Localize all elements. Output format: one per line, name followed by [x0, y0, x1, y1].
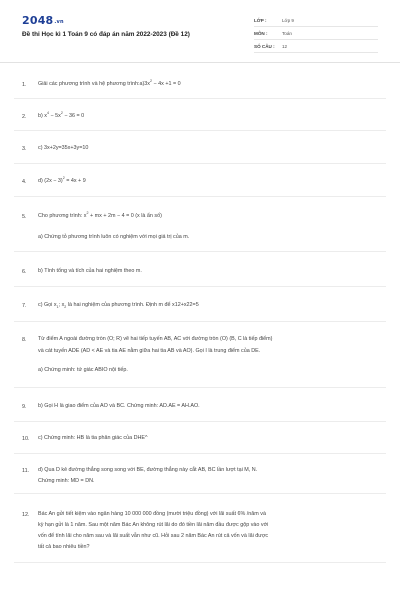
- exponent: 4: [47, 111, 49, 116]
- text-part: = 4x + 9: [64, 178, 86, 184]
- question-text: [38, 177, 378, 186]
- question-text: Chứng minh: MD = DN.: [38, 478, 95, 484]
- divider: [14, 251, 386, 252]
- question-text: [38, 301, 378, 310]
- header: [0, 0, 400, 63]
- question-number: 10.: [22, 436, 30, 442]
- question-number: 3.: [22, 146, 27, 152]
- question-number: 5.: [22, 214, 27, 220]
- question-text: kỳ hạn gửi là 1 năm. Sau một năm Bác An không rút lãi do đó tiền lãi năm đầu được gộp vào với: [38, 522, 269, 528]
- text-part: b) x: [38, 113, 47, 119]
- question-number: 11.: [22, 468, 30, 474]
- question-text: và cát tuyến ADE (AD < AE và tia AE nằm giữa hai tia AB và AO). Gọi I là trung điểm của DE.: [38, 348, 261, 354]
- meta-key: SỐ CÂU :: [254, 43, 275, 49]
- text-part: Cho phương trình: x: [38, 213, 87, 219]
- question-number: 7.: [22, 303, 27, 309]
- exponent: 2: [62, 176, 65, 181]
- meta-row-class: [254, 14, 378, 27]
- logo-tld: .vn: [54, 19, 64, 25]
- text-part: − 36 = 0: [62, 113, 85, 119]
- divider: [14, 562, 386, 563]
- question-text: Từ điểm A ngoài đường tròn (O; R) vẽ hai tiếp tuyến AB, AC với đường tròn (O) (B, C là tiếp điểm): [38, 336, 273, 342]
- question-subtext: a) Chứng minh: tứ giác ABIO nội tiếp.: [38, 367, 128, 373]
- text-part: Giải các phương trình và hệ phương trình:a)3x: [38, 81, 150, 87]
- question-number: 2.: [22, 114, 27, 120]
- question-text: b) Gọi H là giao điểm của AO và BC. Chứng minh: AD.AE = AH.AO.: [38, 403, 200, 409]
- question-number: 8.: [22, 337, 27, 343]
- question-number: 1.: [22, 82, 27, 88]
- divider: [14, 286, 386, 287]
- question-number: 4.: [22, 179, 27, 185]
- exam-meta: [254, 14, 378, 53]
- question-text: b) Tính tổng và tích của hai nghiệm theo m.: [38, 268, 142, 274]
- divider: [14, 387, 386, 388]
- text-part: d) (2x − 3): [38, 178, 63, 184]
- question-text: c) 3x+2y=35x+3y=10: [38, 145, 89, 151]
- meta-value: Toán: [282, 30, 292, 36]
- exponent: 2: [86, 211, 89, 216]
- question-text: [38, 112, 378, 121]
- divider: [14, 493, 386, 494]
- text-part: c) Gọi x: [38, 302, 57, 308]
- question-number: 6.: [22, 269, 27, 275]
- question-number: 12.: [22, 512, 30, 518]
- meta-value: 12: [282, 43, 288, 49]
- divider: [14, 321, 386, 322]
- divider: [14, 453, 386, 454]
- question-text: d) Qua D kẻ đường thẳng song song với BE, đường thẳng này cắt AB, BC lần lượt tại M, N.: [38, 467, 258, 473]
- question-text: tất cả bao nhiêu tiền?: [38, 544, 90, 550]
- divider: [14, 421, 386, 422]
- text-part: + mx + 2m − 4 = 0 (x là ẩn số): [88, 213, 162, 219]
- question-number: 9.: [22, 404, 27, 410]
- question-text: [38, 212, 378, 221]
- divider: [14, 196, 386, 197]
- logo-main: 2048: [22, 14, 54, 27]
- question-subtext: a) Chứng tỏ phương trình luôn có nghiệm với mọi giá trị của m.: [38, 234, 190, 240]
- question-text: c) Chứng minh: HB là tia phân giác của DHE^: [38, 435, 148, 441]
- question-text: vốn để tính lãi cho năm sau và lãi suất vẫn như cũ. Hỏi sau 2 năm Bác An rút cả vốn và lãi được: [38, 533, 269, 539]
- meta-row-count: [254, 40, 378, 53]
- meta-key: LỚP :: [254, 17, 267, 23]
- question-text: Bác An gửi tiết kiệm vào ngân hàng 10 000 000 đồng (mười triệu đồng) với lãi suất 6% /năm và: [38, 511, 266, 517]
- exponent: 2: [149, 79, 152, 84]
- text-part: − 5x: [49, 113, 61, 119]
- meta-value: Lớp 9: [282, 17, 294, 23]
- meta-key: MÔN :: [254, 30, 268, 36]
- text-part: là hai nghiệm của phương trình. Định m để x12+x22=5: [66, 302, 199, 308]
- divider: [14, 163, 386, 164]
- meta-row-subject: [254, 27, 378, 40]
- site-logo[interactable]: [22, 14, 64, 27]
- text-part: ; x: [58, 302, 65, 308]
- exponent: 2: [60, 111, 63, 116]
- text-part: − 4x +1 = 0: [151, 81, 181, 87]
- divider: [14, 130, 386, 131]
- subscript: 1: [56, 305, 59, 310]
- question-text: [38, 80, 378, 89]
- divider: [14, 98, 386, 99]
- page-title: Đề thi Học kì 1 Toán 9 có đáp án năm 2022-2023 (Đề 12): [22, 31, 190, 38]
- subscript: 2: [64, 305, 67, 310]
